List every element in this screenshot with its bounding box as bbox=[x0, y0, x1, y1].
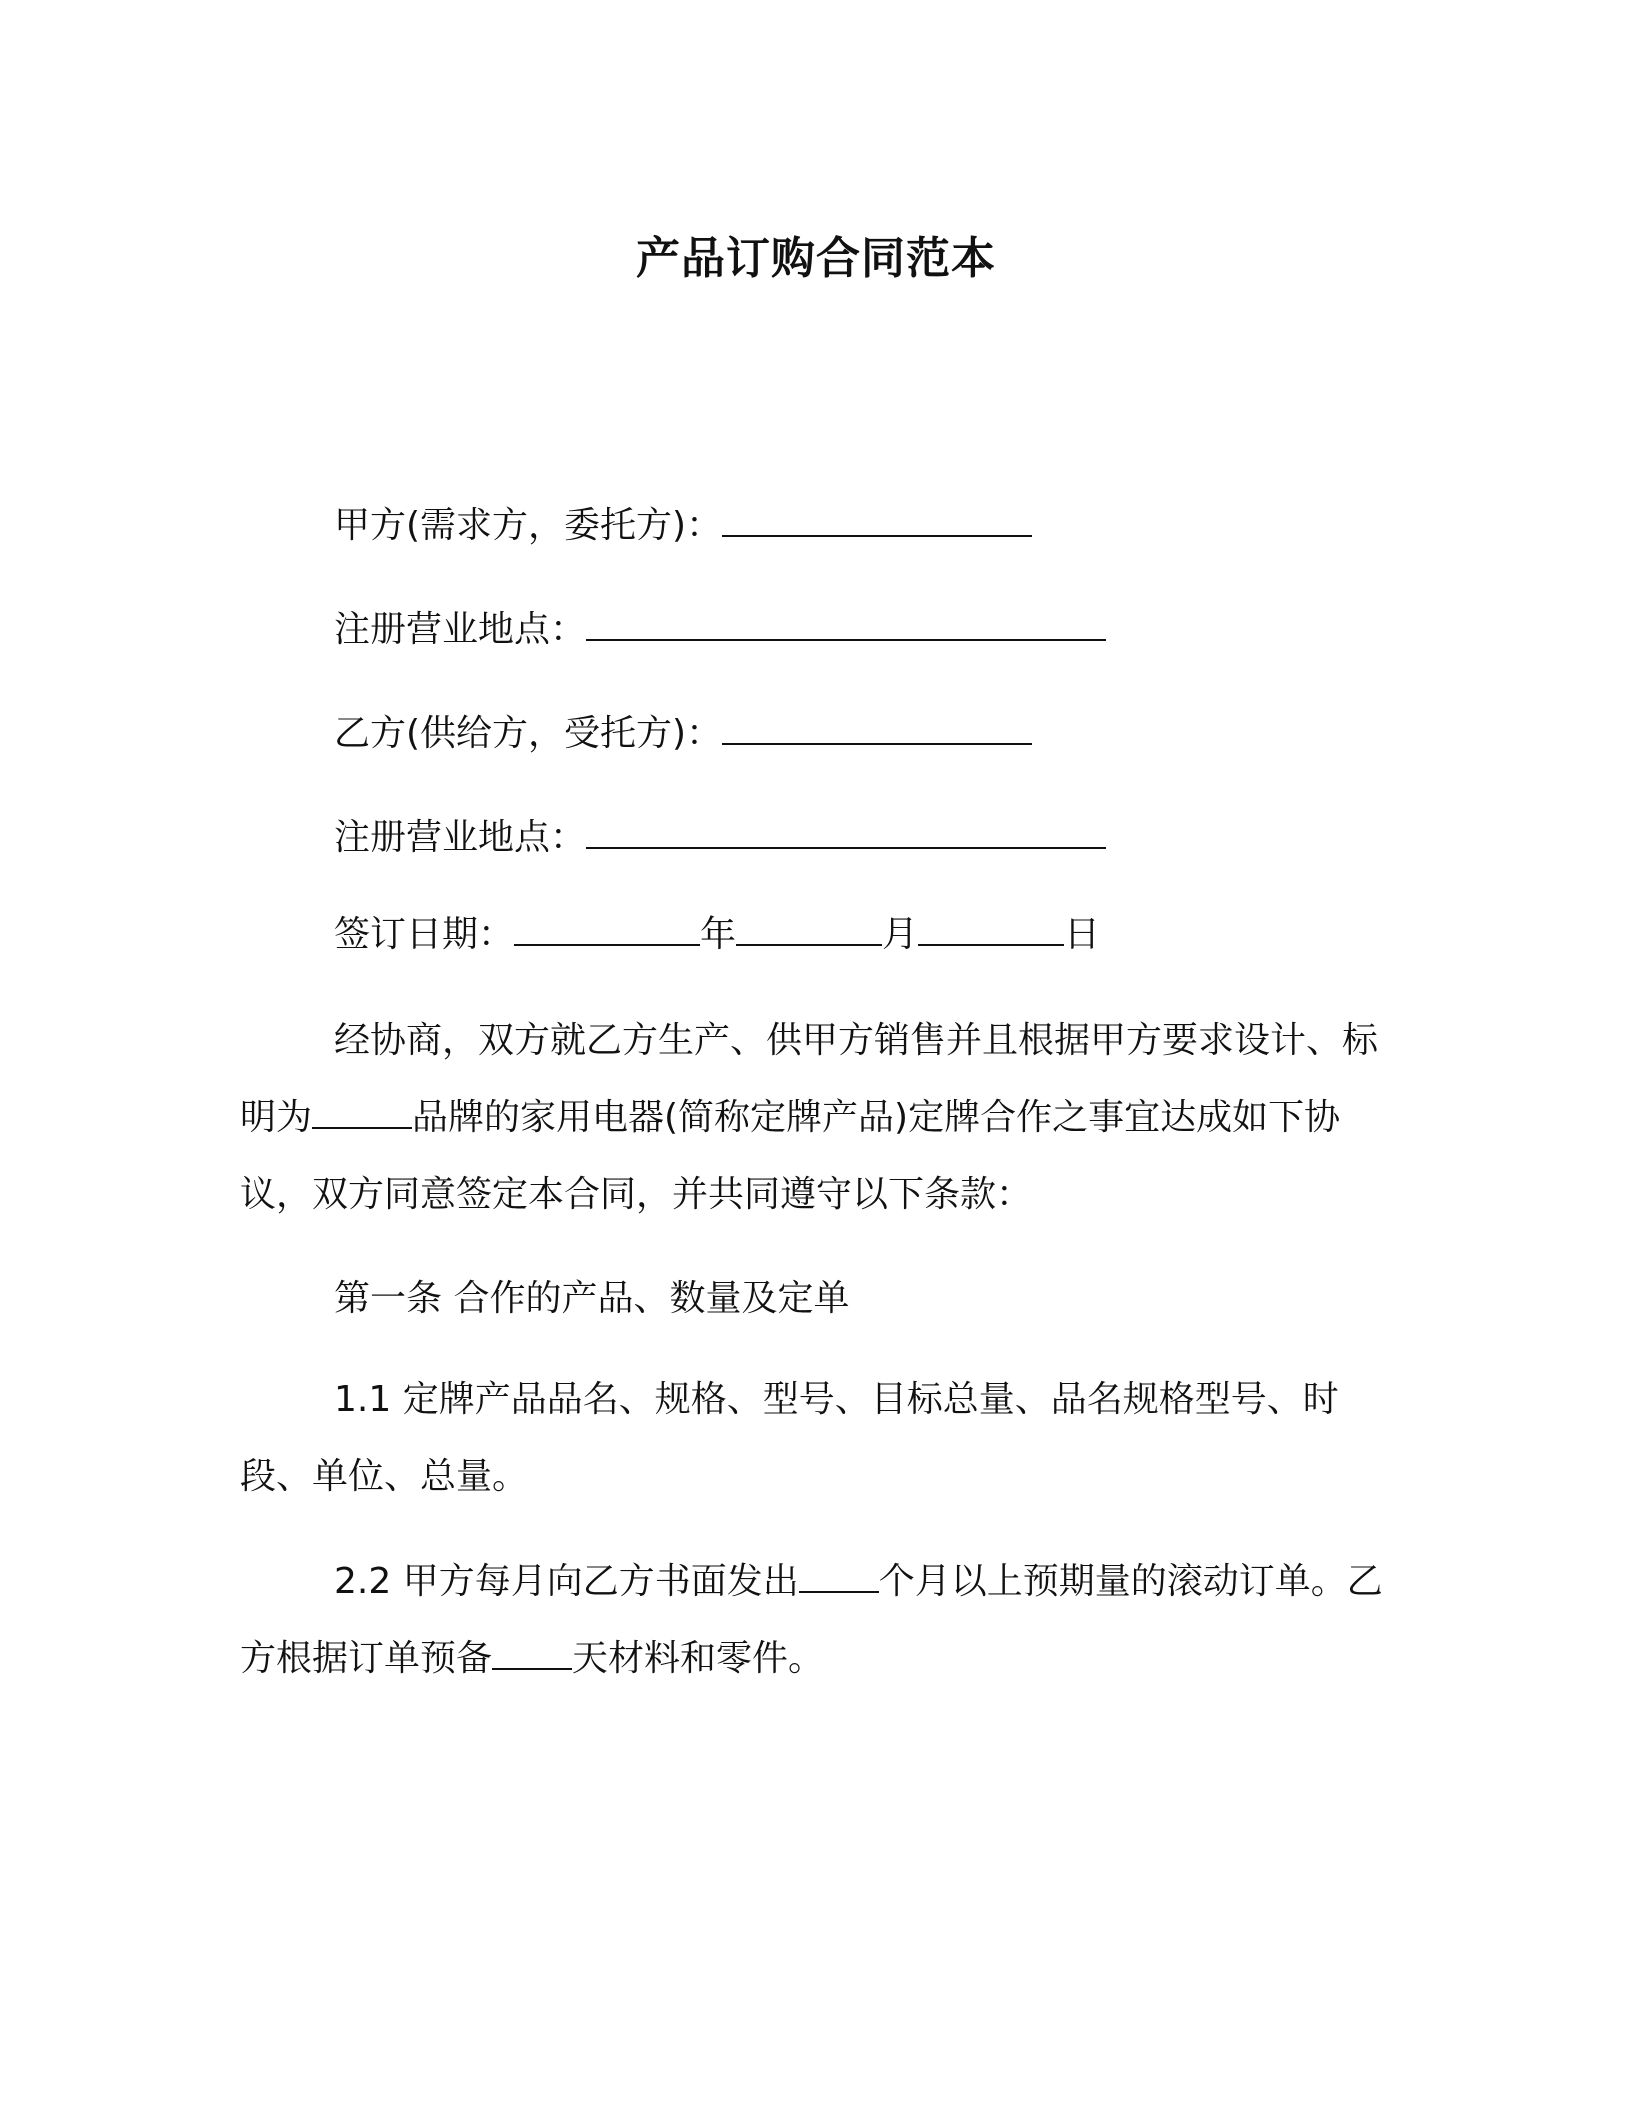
party-b-label: 乙方(供给方，受托方)： bbox=[334, 713, 723, 754]
clause-2-2-text-3: 天材料和零件。 bbox=[572, 1638, 825, 1679]
party-b-address-line bbox=[334, 809, 1106, 860]
party-b-address-label: 注册营业地点： bbox=[334, 817, 587, 858]
month-label: 月 bbox=[882, 914, 919, 955]
days-blank[interactable] bbox=[492, 1632, 572, 1670]
article-1-heading: 第一条 合作的产品、数量及定单 bbox=[334, 1278, 850, 1319]
document-title: 产品订购合同范本 bbox=[636, 233, 996, 284]
year-label: 年 bbox=[700, 914, 737, 955]
party-b-line bbox=[334, 705, 1032, 756]
intro-paragraph bbox=[240, 1002, 1390, 1233]
sign-month-blank[interactable] bbox=[736, 906, 882, 946]
party-a-address-line bbox=[334, 601, 1106, 652]
sign-year-blank[interactable] bbox=[514, 906, 700, 946]
clause-2-2 bbox=[240, 1543, 1390, 1697]
sign-date-line bbox=[334, 906, 1100, 957]
intro-text-1: 经协商，双方就乙方生产、供甲方销售并且根据甲方要求设计、标明为 bbox=[240, 1020, 1379, 1138]
party-b-blank[interactable] bbox=[722, 705, 1032, 745]
months-blank[interactable] bbox=[799, 1555, 879, 1593]
party-a-address-blank[interactable] bbox=[586, 601, 1106, 641]
intro-text-2: 品牌的家用电器(简称定牌产品)定牌合作之事宜达成如下协议，双方同意签定本合同，并共同遵守以下条款： bbox=[240, 1097, 1341, 1215]
party-b-address-blank[interactable] bbox=[586, 809, 1106, 849]
party-a-label: 甲方(需求方，委托方)： bbox=[334, 505, 723, 546]
party-a-blank[interactable] bbox=[722, 497, 1032, 537]
clause-2-2-text-2: 个月以上预期量的滚动订单。乙方根据订单预备 bbox=[240, 1561, 1383, 1679]
day-label: 日 bbox=[1064, 914, 1101, 955]
party-a-address-label: 注册营业地点： bbox=[334, 609, 587, 650]
sign-date-label: 签订日期： bbox=[334, 914, 515, 955]
brand-blank[interactable] bbox=[312, 1091, 412, 1129]
clause-2-2-text-1: 2.2 甲方每月向乙方书面发出 bbox=[334, 1561, 799, 1602]
sign-day-blank[interactable] bbox=[918, 906, 1064, 946]
party-a-line bbox=[334, 497, 1032, 548]
clause-1-1: 1.1 定牌产品品名、规格、型号、目标总量、品名规格型号、时段、单位、总量。 bbox=[240, 1379, 1339, 1497]
